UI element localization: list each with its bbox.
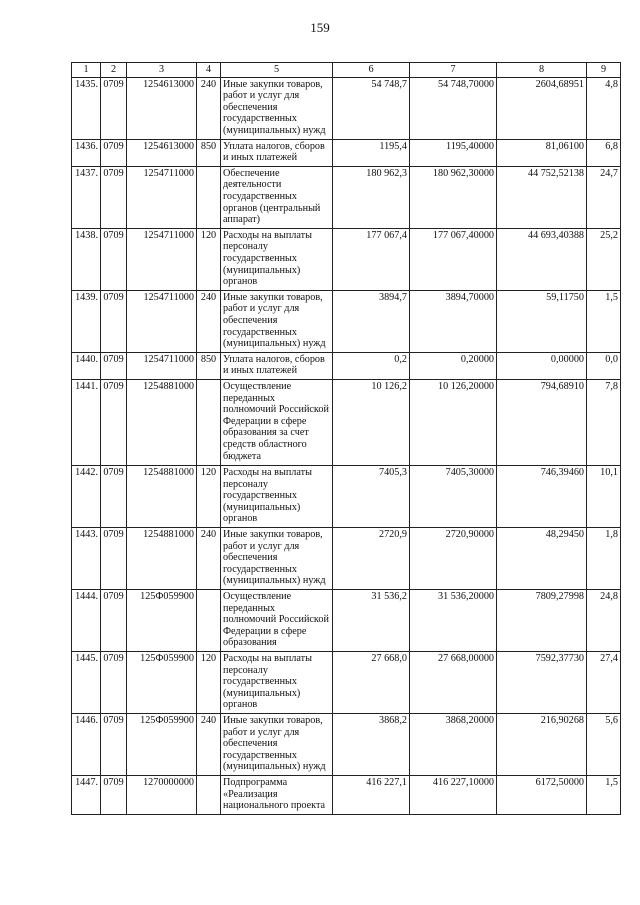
refined-amount: 54 748,70000	[410, 77, 497, 139]
target-code: 1270000000	[127, 775, 197, 814]
target-code: 125Ф059900	[127, 589, 197, 651]
row-number: 1437.	[72, 166, 101, 228]
table-row	[72, 166, 621, 228]
expense-name: Уплата налогов, сборов и иных платежей	[221, 352, 333, 379]
row-number: 1435.	[72, 77, 101, 139]
executed-amount: 59,11750	[497, 290, 587, 352]
plan-amount: 7405,3	[333, 465, 410, 527]
execution-percent: 27,4	[587, 651, 621, 713]
row-number: 1436.	[72, 139, 101, 166]
executed-amount: 216,90268	[497, 713, 587, 775]
executed-amount: 44 693,40388	[497, 228, 587, 290]
execution-percent: 1,5	[587, 775, 621, 814]
row-number: 1447.	[72, 775, 101, 814]
table-row	[72, 651, 621, 713]
refined-amount: 10 126,20000	[410, 379, 497, 465]
executed-amount: 48,29450	[497, 527, 587, 589]
expense-type-code	[197, 589, 221, 651]
executed-amount: 81,06100	[497, 139, 587, 166]
refined-amount: 27 668,00000	[410, 651, 497, 713]
expense-name: Уплата налогов, сборов и иных платежей	[221, 139, 333, 166]
expense-type-code: 120	[197, 465, 221, 527]
executed-amount: 794,68910	[497, 379, 587, 465]
row-number: 1438.	[72, 228, 101, 290]
plan-amount: 3868,2	[333, 713, 410, 775]
plan-amount: 54 748,7	[333, 77, 410, 139]
column-header: 5	[221, 63, 333, 78]
executed-amount: 2604,68951	[497, 77, 587, 139]
refined-amount: 180 962,30000	[410, 166, 497, 228]
section-code: 0709	[101, 775, 127, 814]
plan-amount: 27 668,0	[333, 651, 410, 713]
execution-percent: 25,2	[587, 228, 621, 290]
table-row	[72, 527, 621, 589]
expense-name: Обеспечение деятельности государственных органов (центральный аппарат)	[221, 166, 333, 228]
section-code: 0709	[101, 290, 127, 352]
column-header: 8	[497, 63, 587, 78]
expense-type-code: 240	[197, 713, 221, 775]
column-header: 4	[197, 63, 221, 78]
plan-amount: 2720,9	[333, 527, 410, 589]
execution-percent: 1,5	[587, 290, 621, 352]
expense-name: Иные закупки товаров, работ и услуг для обеспечения государственных (муниципальных) нужд	[221, 77, 333, 139]
executed-amount: 44 752,52138	[497, 166, 587, 228]
table-row	[72, 465, 621, 527]
table-row	[72, 290, 621, 352]
refined-amount: 7405,30000	[410, 465, 497, 527]
refined-amount: 0,20000	[410, 352, 497, 379]
row-number: 1443.	[72, 527, 101, 589]
refined-amount: 2720,90000	[410, 527, 497, 589]
execution-percent: 10,1	[587, 465, 621, 527]
expense-type-code: 240	[197, 527, 221, 589]
row-number: 1442.	[72, 465, 101, 527]
target-code: 1254711000	[127, 290, 197, 352]
table-header-row	[72, 63, 621, 78]
table-row	[72, 352, 621, 379]
target-code: 1254881000	[127, 379, 197, 465]
executed-amount: 7592,37730	[497, 651, 587, 713]
row-number: 1444.	[72, 589, 101, 651]
budget-table	[71, 62, 621, 815]
refined-amount: 3868,20000	[410, 713, 497, 775]
refined-amount: 416 227,10000	[410, 775, 497, 814]
expense-type-code: 120	[197, 651, 221, 713]
execution-percent: 0,0	[587, 352, 621, 379]
row-number: 1441.	[72, 379, 101, 465]
execution-percent: 6,8	[587, 139, 621, 166]
column-header: 2	[101, 63, 127, 78]
section-code: 0709	[101, 589, 127, 651]
table-row	[72, 775, 621, 814]
section-code: 0709	[101, 713, 127, 775]
column-header: 9	[587, 63, 621, 78]
target-code: 1254613000	[127, 139, 197, 166]
plan-amount: 31 536,2	[333, 589, 410, 651]
execution-percent: 7,8	[587, 379, 621, 465]
executed-amount: 746,39460	[497, 465, 587, 527]
row-number: 1440.	[72, 352, 101, 379]
section-code: 0709	[101, 465, 127, 527]
executed-amount: 0,00000	[497, 352, 587, 379]
expense-type-code: 850	[197, 352, 221, 379]
table-row	[72, 139, 621, 166]
expense-type-code	[197, 379, 221, 465]
section-code: 0709	[101, 651, 127, 713]
column-header: 3	[127, 63, 197, 78]
page-number: 159	[310, 20, 330, 35]
row-number: 1439.	[72, 290, 101, 352]
expense-name: Расходы на выплаты персоналу государственных (муниципальных) органов	[221, 651, 333, 713]
execution-percent: 24,7	[587, 166, 621, 228]
row-number: 1445.	[72, 651, 101, 713]
refined-amount: 3894,70000	[410, 290, 497, 352]
column-header: 1	[72, 63, 101, 78]
target-code: 1254881000	[127, 465, 197, 527]
execution-percent: 24,8	[587, 589, 621, 651]
table-row	[72, 379, 621, 465]
plan-amount: 416 227,1	[333, 775, 410, 814]
executed-amount: 6172,50000	[497, 775, 587, 814]
target-code: 1254711000	[127, 228, 197, 290]
plan-amount: 0,2	[333, 352, 410, 379]
section-code: 0709	[101, 166, 127, 228]
executed-amount: 7809,27998	[497, 589, 587, 651]
refined-amount: 31 536,20000	[410, 589, 497, 651]
target-code: 1254711000	[127, 352, 197, 379]
table-row	[72, 713, 621, 775]
plan-amount: 1195,4	[333, 139, 410, 166]
refined-amount: 177 067,40000	[410, 228, 497, 290]
table-row	[72, 228, 621, 290]
plan-amount: 180 962,3	[333, 166, 410, 228]
expense-type-code	[197, 166, 221, 228]
expense-name: Расходы на выплаты персоналу государственных (муниципальных) органов	[221, 465, 333, 527]
section-code: 0709	[101, 527, 127, 589]
plan-amount: 177 067,4	[333, 228, 410, 290]
expense-type-code	[197, 775, 221, 814]
execution-percent: 4,8	[587, 77, 621, 139]
plan-amount: 10 126,2	[333, 379, 410, 465]
expense-type-code: 240	[197, 77, 221, 139]
expense-name: Иные закупки товаров, работ и услуг для обеспечения государственных (муниципальных) нужд	[221, 527, 333, 589]
table-row	[72, 77, 621, 139]
section-code: 0709	[101, 379, 127, 465]
expense-type-code: 850	[197, 139, 221, 166]
table-row	[72, 589, 621, 651]
expense-name: Иные закупки товаров, работ и услуг для обеспечения государственных (муниципальных) нужд	[221, 713, 333, 775]
section-code: 0709	[101, 352, 127, 379]
column-header: 6	[333, 63, 410, 78]
target-code: 125Ф059900	[127, 651, 197, 713]
row-number: 1446.	[72, 713, 101, 775]
target-code: 1254613000	[127, 77, 197, 139]
expense-name: Осуществление переданных полномочий Российской Федерации в сфере образования за счет средств областного бюджета	[221, 379, 333, 465]
expense-name: Расходы на выплаты персоналу государственных (муниципальных) органов	[221, 228, 333, 290]
target-code: 1254711000	[127, 166, 197, 228]
target-code: 125Ф059900	[127, 713, 197, 775]
expense-name: Подпрограмма «Реализация национального проекта	[221, 775, 333, 814]
refined-amount: 1195,40000	[410, 139, 497, 166]
expense-type-code: 240	[197, 290, 221, 352]
section-code: 0709	[101, 77, 127, 139]
execution-percent: 5,6	[587, 713, 621, 775]
plan-amount: 3894,7	[333, 290, 410, 352]
expense-name: Иные закупки товаров, работ и услуг для обеспечения государственных (муниципальных) нужд	[221, 290, 333, 352]
column-header: 7	[410, 63, 497, 78]
section-code: 0709	[101, 228, 127, 290]
expense-type-code: 120	[197, 228, 221, 290]
expense-name: Осуществление переданных полномочий Российской Федерации в сфере образования	[221, 589, 333, 651]
execution-percent: 1,8	[587, 527, 621, 589]
section-code: 0709	[101, 139, 127, 166]
target-code: 1254881000	[127, 527, 197, 589]
